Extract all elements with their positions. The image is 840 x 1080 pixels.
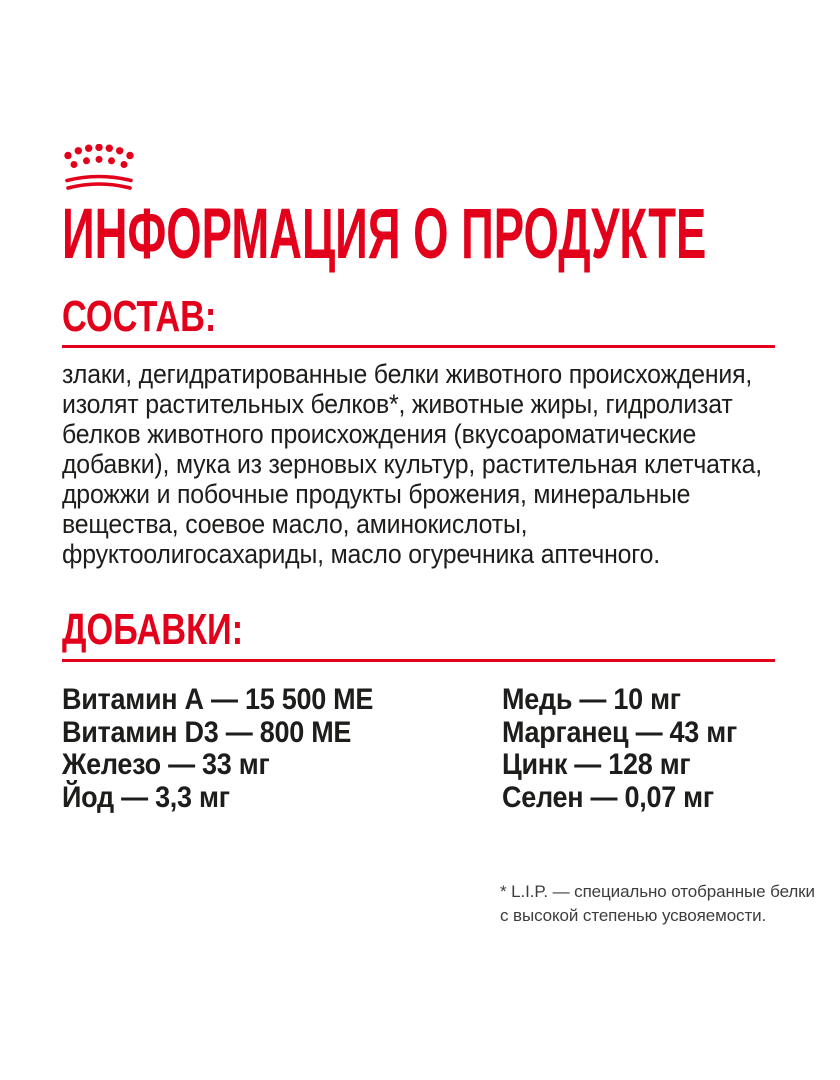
additive-item: Медь — 10 мг [502, 683, 681, 716]
additive-item: Йод — 3,3 мг [62, 780, 230, 814]
additives-heading: ДОБАВКИ: [62, 605, 244, 654]
additive-item: Селен — 0,07 мг [502, 780, 714, 814]
additive-item: Цинк — 128 мг [502, 748, 691, 781]
lip-footnote-line2: с высокой степенью усвояемости. [500, 906, 767, 925]
additives-column-left [62, 684, 373, 814]
lip-footnote-line1: * L.I.P. — специально отобранные белки [500, 882, 815, 901]
additive-item: Железо — 33 мг [62, 748, 270, 781]
additive-item: Витамин А — 15 500 МЕ [62, 683, 374, 716]
additive-item: Витамин D3 — 800 МЕ [62, 715, 352, 749]
page-title: ИНФОРМАЦИЯ О ПРОДУКТЕ [62, 195, 707, 274]
composition-divider [62, 345, 775, 348]
royal-canin-crown-icon [61, 144, 139, 196]
additives-column-right [502, 684, 737, 814]
additive-item: Марганец — 43 мг [502, 715, 737, 749]
composition-text: злаки, дегидратированные белки животного происхождения, изолят растительных белков*, животные жиры, гидролизат белков животного происхождения (вкусоароматические добавки), мука из зерновых культур, растительная клетчатка, дрожжи и побочные продукты брожения, минеральные вещества, соевое масло, аминокислоты, фруктоолигосахариды, масло огуречника аптечного. [62, 359, 763, 569]
lip-footnote [500, 880, 830, 928]
composition-heading: СОСТАВ: [62, 292, 217, 341]
additives-divider [62, 659, 775, 662]
